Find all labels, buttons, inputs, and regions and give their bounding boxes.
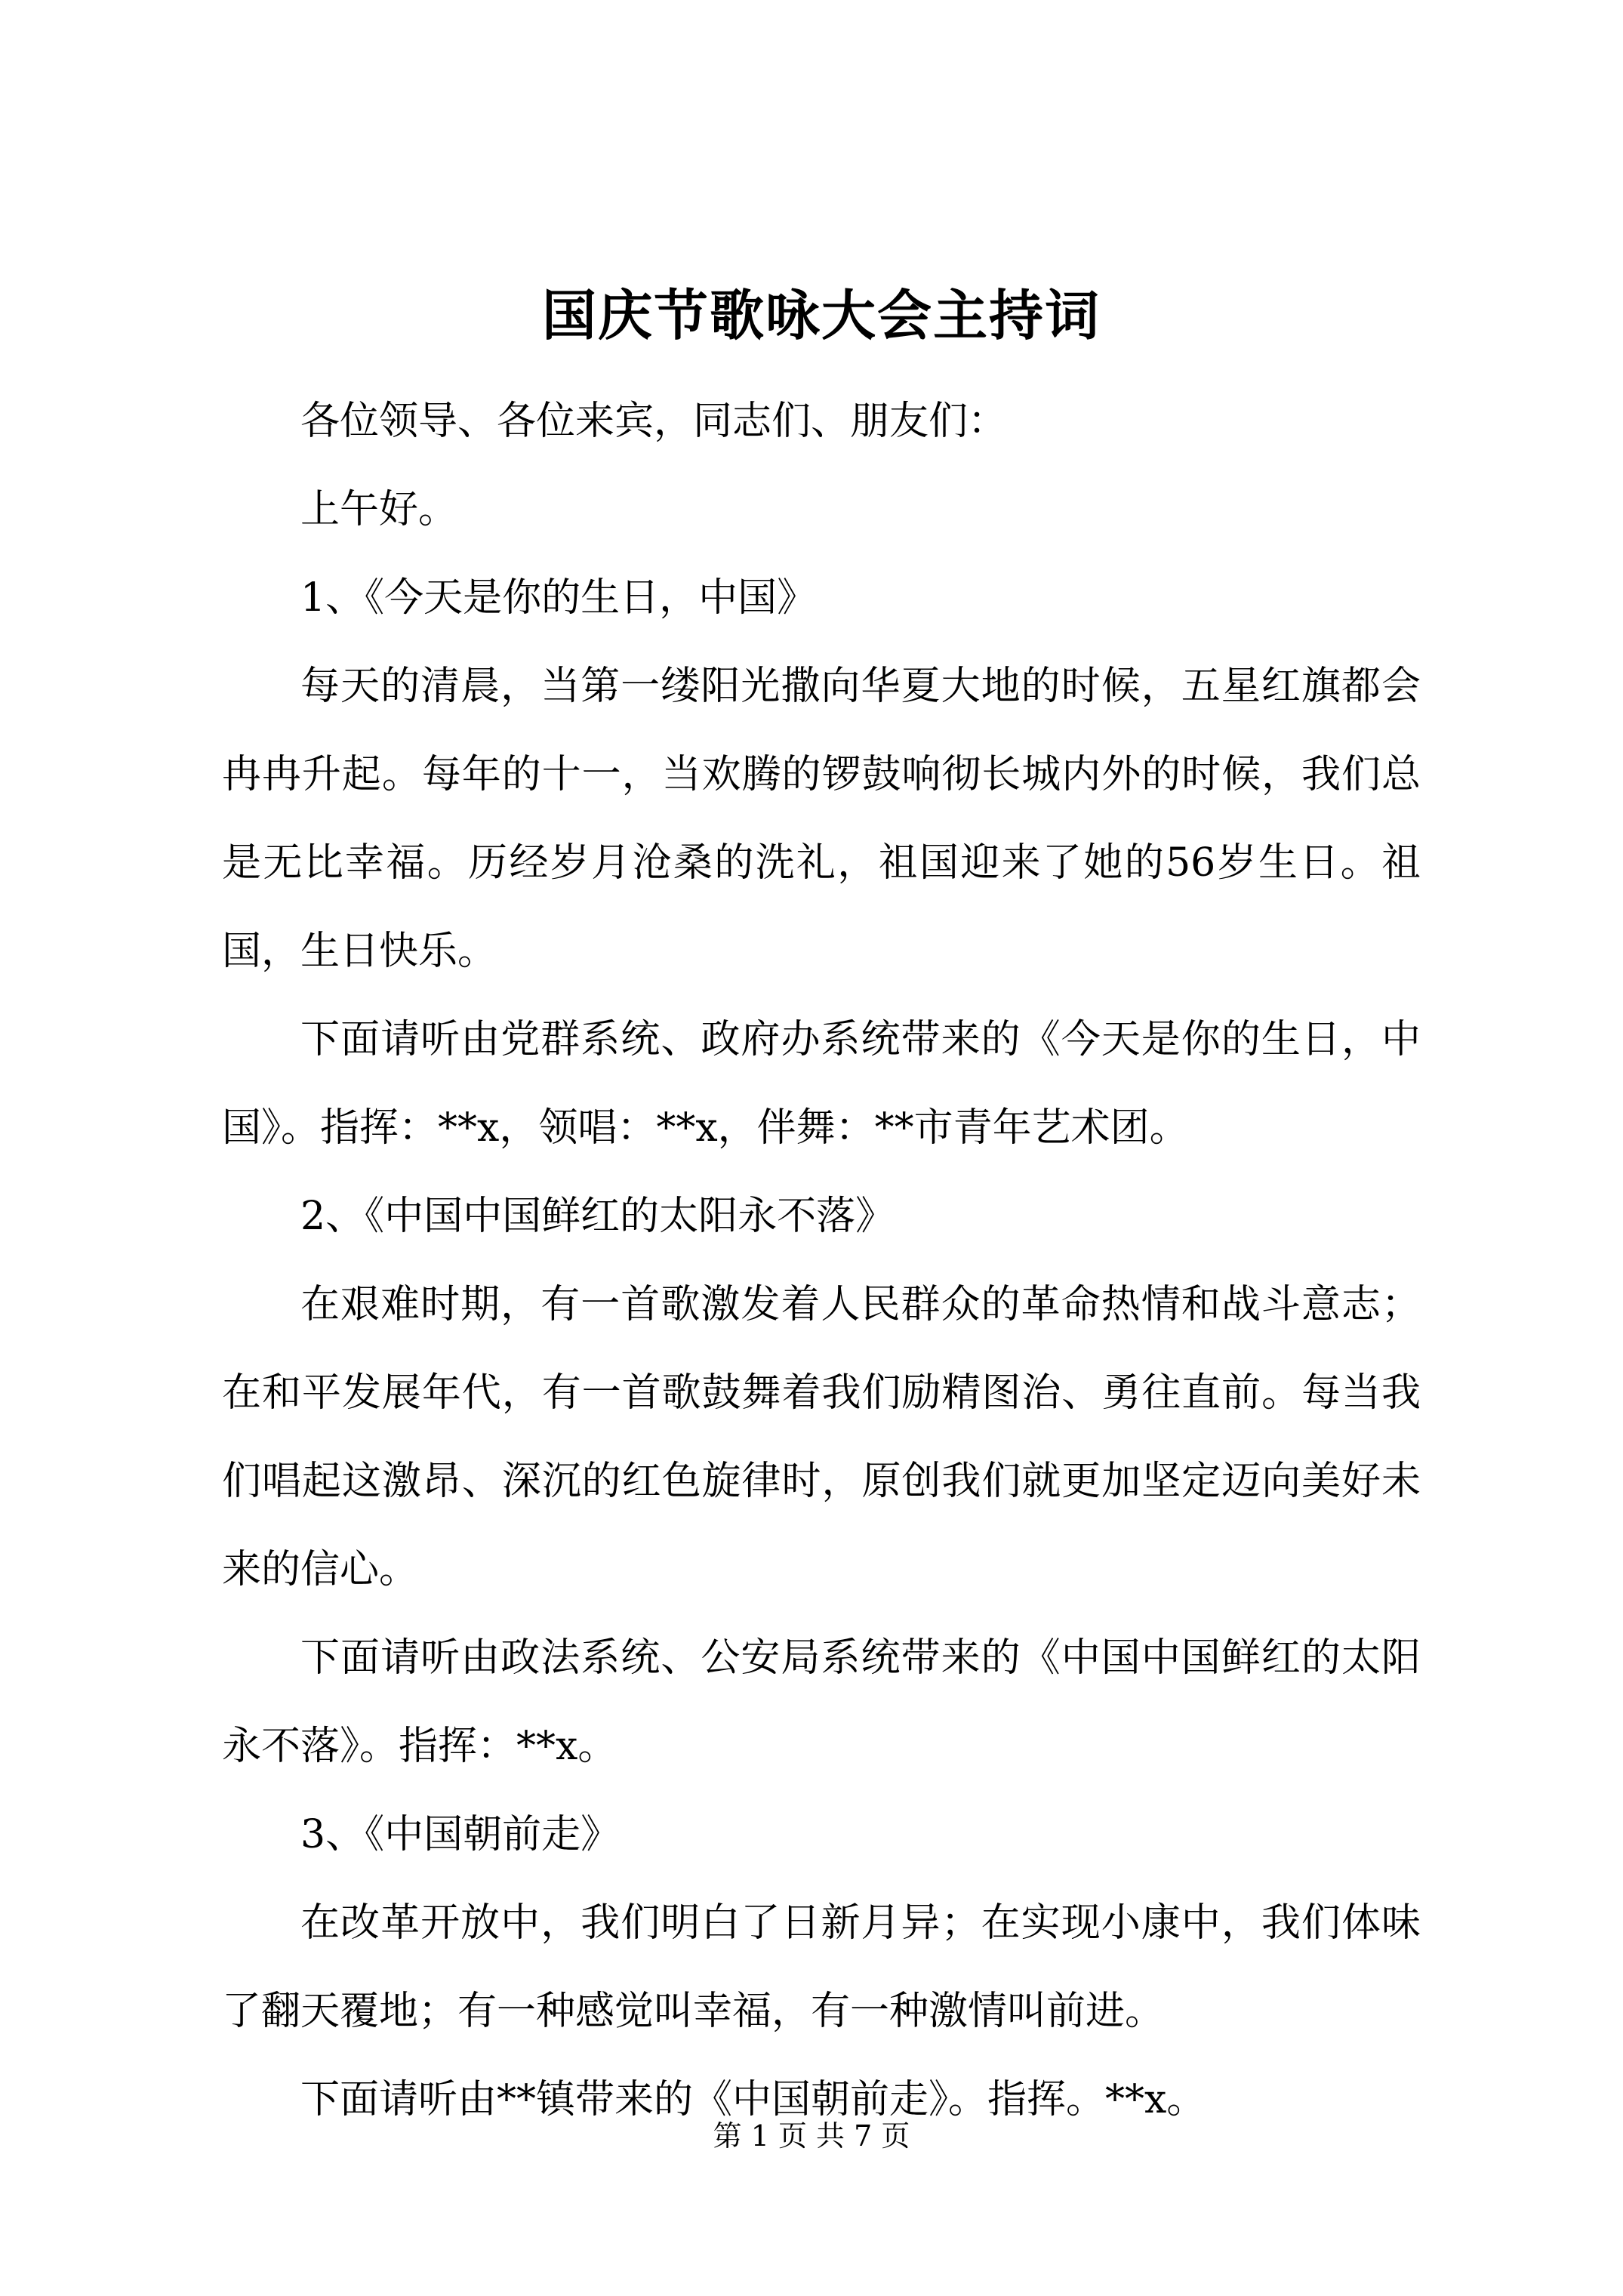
document-title: 国庆节歌咏大会主持词 [541, 283, 1101, 347]
paragraph-section-3-intro: 在改革开放中，我们明白了日新月异；在实现小康中，我们体味了翻天覆地；有一种感觉叫幸福，有一种激情叫前进。 [222, 1900, 1421, 2034]
paragraph-section-1-performers: 下面请听由党群系统、政府办系统带来的《今天是你的生日，中国》。指挥：**x，领唱：**x，伴舞：**市青年艺术团。 [222, 1017, 1421, 1151]
page-number-footer: 第 1 页 共 7 页 [713, 2119, 910, 2153]
section-heading-3: 3、《中国朝前走》 [300, 1812, 621, 1857]
paragraph-section-2-intro: 在艰难时期，有一首歌激发着人民群众的革命热情和战斗意志；在和平发展年代，有一首歌鼓舞着我们励精图治、勇往直前。每当我们唱起这激昂、深沉的红色旋律时，原创我们就更加坚定迈向美好未来的信心。 [222, 1282, 1421, 1592]
paragraph-section-3-performers: 下面请听由**镇带来的《中国朝前走》。指挥。**x。 [300, 2077, 1206, 2122]
paragraph-section-1-intro: 每天的清晨，当第一缕阳光撒向华夏大地的时候，五星红旗都会冉冉升起。每年的十一，当欢腾的锣鼓响彻长城内外的时候，我们总是无比幸福。历经岁月沧桑的洗礼，祖国迎来了她的56岁生日。祖国，生日快乐。 [222, 664, 1421, 974]
paragraph-good-morning: 上午好。 [300, 487, 458, 532]
document-body [222, 278, 1421, 2144]
section-heading-2: 2、《中国中国鲜红的太阳永不落》 [300, 1194, 895, 1239]
paragraph-greeting: 各位领导、各位来宾，同志们、朋友们： [300, 399, 1008, 444]
section-heading-1: 1、《今天是你的生日，中国》 [300, 575, 817, 621]
paragraph-section-2-performers: 下面请听由政法系统、公安局系统带来的《中国中国鲜红的太阳永不落》。指挥：**x。 [222, 1635, 1421, 1769]
